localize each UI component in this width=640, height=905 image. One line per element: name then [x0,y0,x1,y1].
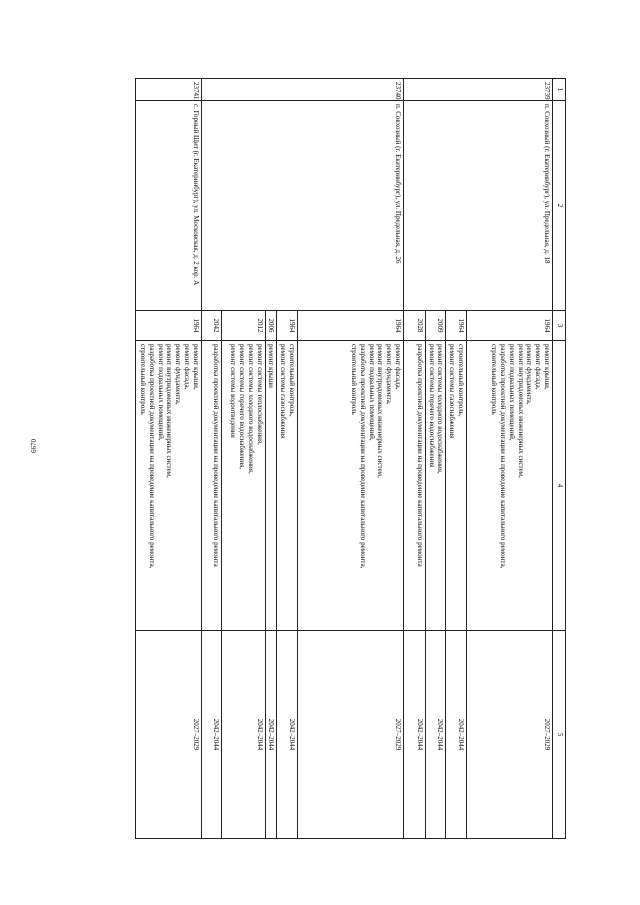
period-cell: 2042–2044 [201,631,221,839]
works-cell: строительный контроль, ремонт системы газоснабжения [446,341,467,631]
works-cell: разработка проектной документации на проведение капитального ремонта [201,341,221,631]
record-id: 23741. [135,79,201,101]
period-cell: 2027–2029 [135,631,201,839]
year-cell: 1964 [135,311,201,341]
year-cell: 2006 [265,311,277,341]
header-col-2: 2 [553,101,566,311]
year-cell: 1964 [298,311,404,341]
year-cell: 2028 [404,311,426,341]
year-cell: 1964 [277,311,298,341]
record-id: 23739. [404,79,553,101]
period-cell: 2042–2044 [426,631,447,839]
header-row [553,79,566,839]
header-col-1: 1 [553,79,566,101]
works-cell: ремонт системы теплоснабжения, ремонт системы холодного водоснабжения, ремонт системы горячего водоснабжения, ремонт системы водоотведения [221,341,265,631]
period-cell: 2027–2029 [298,631,404,839]
table-row [298,79,404,839]
address-cell: п. Совхозный (г. Екатеринбург), ул. Предельная, д. 26 [201,101,403,311]
period-cell: 2042–2044 [265,631,277,839]
header-col-5: 5 [553,631,566,839]
year-cell: 2009 [426,311,447,341]
period-cell: 2027–2029 [467,631,553,839]
works-cell: ремонт крыши, ремонт фасада, ремонт фундамента, ремонт внутридомовых инженерных систем, ремонт подвальных помещений, разработка проектной документации на проведение капитального ремонта, строительный контроль [467,341,553,631]
record-id: 23740. [201,79,403,101]
address-cell: п. Совхозный (г. Екатеринбург), ул. Предельная, д. 18 [404,101,553,311]
header-col-3: 3 [553,311,566,341]
period-cell: 2042–2044 [277,631,298,839]
table-body [135,79,552,839]
works-cell: ремонт системы холодного водоснабжения, ремонт системы горячего водоснабжения [426,341,447,631]
period-cell: 2042–2044 [221,631,265,839]
works-cell: ремонт фасада, ремонт фундамента, ремонт внутридомовых инженерных систем, ремонт подвальных помещений, разработка проектной документации на проведение капитального ремонта, строительный контроль [298,341,404,631]
year-cell: 1964 [467,311,553,341]
year-cell: 1964 [446,311,467,341]
year-cell: 2012 [221,311,265,341]
period-cell: 2042–2044 [446,631,467,839]
works-cell: ремонт крыши [265,341,277,631]
address-cell: с. Горный Щит (г. Екатеринбург), ул. Московская, д. 2 кор. А [135,101,201,311]
page-number: 6670 [30,439,38,453]
rotated-table-container [88,78,566,838]
works-cell: разработка проектной документации на проведение капитального ремонта [404,341,426,631]
table-row [467,79,553,839]
works-cell: ремонт крыши, ремонт фасада, ремонт фундамента, ремонт внутридомовых инженерных систем, ремонт подвальных помещений, разработка проектной документации на проведение капитального ремонта, строительный контроль [135,341,201,631]
period-cell: 2042–2044 [404,631,426,839]
table-row [135,79,201,839]
repair-schedule-table [135,78,566,839]
works-cell: строительный контроль, ремонт системы газоснабжения [277,341,298,631]
year-cell: 2042 [201,311,221,341]
header-col-4: 4 [553,341,566,631]
